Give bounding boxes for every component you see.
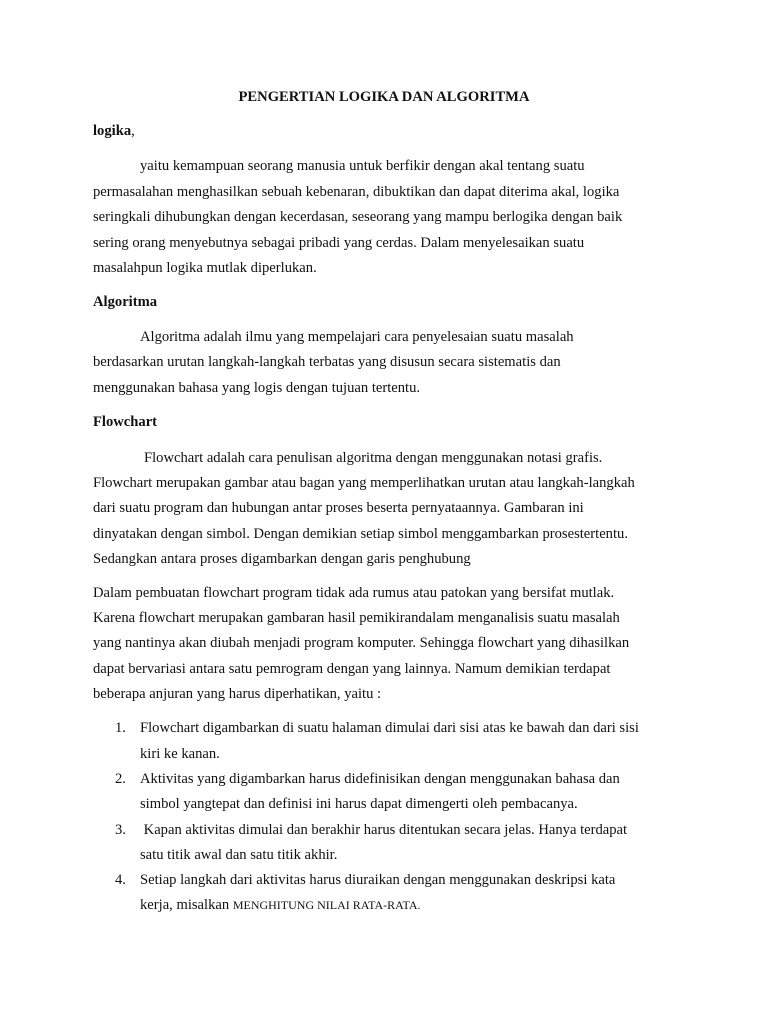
page-title: PENGERTIAN LOGIKA DAN ALGORITMA bbox=[238, 89, 530, 105]
paragraph-line: yang nantinya akan diubah menjadi program komputer. Sehingga flowchart yang dihasilkan bbox=[93, 635, 630, 651]
list-item-line: Aktivitas yang digambarkan harus didefinisikan dengan menggunakan bahasa dan bbox=[140, 771, 620, 787]
paragraph-line: Dalam pembuatan flowchart program tidak ada rumus atau patokan yang bersifat mutlak. bbox=[93, 585, 615, 601]
list-number: 3. bbox=[115, 822, 126, 838]
list-item-line: Kapan aktivitas dimulai dan berakhir harus ditentukan secara jelas. Hanya terdapat bbox=[140, 822, 628, 838]
algoritma-heading: Algoritma bbox=[93, 294, 158, 310]
paragraph-line: dari suatu program dan hubungan antar proses beserta pernyataannya. Gambaran ini bbox=[93, 500, 584, 516]
paragraph-line: seringkali dihubungkan dengan kecerdasan, seseorang yang mampu berlogika dengan baik bbox=[93, 209, 623, 225]
paragraph-line: Flowchart adalah cara penulisan algoritma dengan menggunakan notasi grafis. bbox=[144, 450, 603, 466]
paragraph-line: Flowchart merupakan gambar atau bagan yang memperlihatkan urutan atau langkah-langkah bbox=[93, 475, 635, 491]
small-caps-text: MENGHITUNG NILAI RATA-RATA. bbox=[232, 898, 421, 912]
paragraph-line: sering orang menyebutnya sebagai pribadi yang cerdas. Dalam menyelesaikan suatu bbox=[93, 235, 585, 251]
paragraph-line: Sedangkan antara proses digambarkan dengan garis penghubung bbox=[93, 551, 471, 567]
flowchart-heading: Flowchart bbox=[93, 414, 158, 430]
list-item-line: kiri ke kanan. bbox=[140, 746, 220, 762]
list-number: 1. bbox=[115, 720, 126, 736]
logika-heading-text: logika bbox=[93, 123, 132, 139]
paragraph-line: berdasarkan urutan langkah-langkah terbatas yang disusun secara sistematis dan bbox=[93, 354, 561, 370]
list-item-line: satu titik awal dan satu titik akhir. bbox=[140, 847, 338, 863]
logika-heading-suffix: , bbox=[131, 123, 135, 139]
list-number: 2. bbox=[115, 771, 126, 787]
paragraph-line: masalahpun logika mutlak diperlukan. bbox=[93, 260, 317, 276]
list-item-line: simbol yangtepat dan definisi ini harus dapat dimengerti oleh pembacanya. bbox=[140, 796, 578, 812]
list-item-line-last bbox=[140, 896, 421, 914]
list-item-line: Setiap langkah dari aktivitas harus diuraikan dengan menggunakan deskripsi kata bbox=[140, 872, 616, 888]
paragraph-line: menggunakan bahasa yang logis dengan tujuan tertentu. bbox=[93, 380, 421, 396]
paragraph-line: dinyatakan dengan simbol. Dengan demikian setiap simbol menggambarkan prosestertentu. bbox=[93, 526, 628, 542]
paragraph-line: permasalahan menghasilkan sebuah kebenaran, dibuktikan dan dapat diterima akal, logika bbox=[93, 184, 620, 200]
paragraph-line: dapat bervariasi antara satu pemrogram dengan yang lainnya. Namum demikian terdapat bbox=[93, 661, 611, 677]
paragraph-line: yaitu kemampuan seorang manusia untuk berfikir dengan akal tentang suatu bbox=[140, 158, 585, 174]
list-item-text: kerja, misalkan bbox=[140, 897, 233, 913]
logika-heading bbox=[93, 122, 135, 140]
paragraph-line: Algoritma adalah ilmu yang mempelajari cara penyelesaian suatu masalah bbox=[140, 329, 574, 345]
list-number: 4. bbox=[115, 872, 126, 888]
paragraph-line: Karena flowchart merupakan gambaran hasil pemikirandalam menganalisis suatu masalah bbox=[93, 610, 620, 626]
list-item-line: Flowchart digambarkan di suatu halaman dimulai dari sisi atas ke bawah dan dari sisi bbox=[140, 720, 639, 736]
paragraph-line: beberapa anjuran yang harus diperhatikan, yaitu : bbox=[93, 686, 382, 702]
